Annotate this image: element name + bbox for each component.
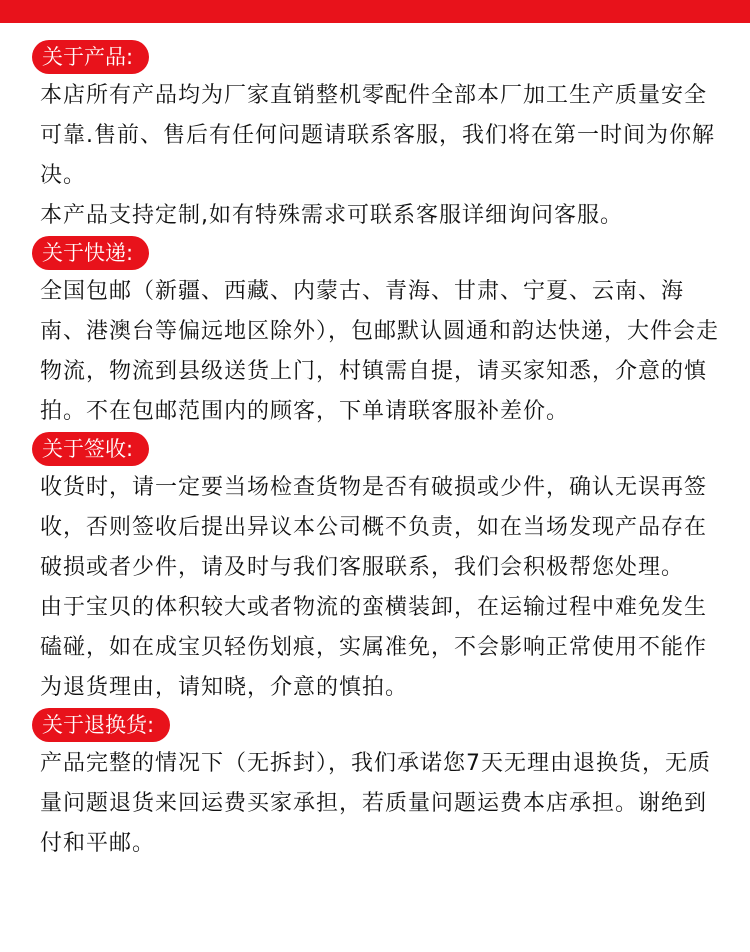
section-product	[40, 40, 720, 236]
returns-paragraph-1: 产品完整的情况下（无拆封），我们承诺您7天无理由退换货，无质量问题退货来回运费买家承担，若质量问题运费本店承担。谢绝到付和平邮。	[40, 751, 711, 856]
product-paragraph-1: 本店所有产品均为厂家直销整机零配件全部本厂加工生产质量安全可靠.售前、售后有任何问题请联系客服，我们将在第一时间为你解决。	[40, 83, 715, 188]
section-title-product: 关于产品:	[32, 40, 149, 74]
product-paragraph-2: 本产品支持定制,如有特殊需求可联系客服详细询问客服。	[40, 203, 623, 228]
section-title-returns: 关于退换货:	[32, 708, 170, 742]
section-returns	[40, 708, 720, 864]
section-shipping	[40, 236, 720, 432]
section-receipt	[40, 432, 720, 708]
shipping-paragraph-1: 全国包邮（新疆、西藏、内蒙古、青海、甘肃、宁夏、云南、海南、港澳台等偏远地区除外），包邮默认圆通和韵达快递，大件会走物流，物流到县级送货上门，村镇需自提，请买家知悉，介意的慎拍。不在包邮范围内的顾客，下单请联客服补差价。	[40, 279, 720, 424]
policy-document	[40, 40, 720, 864]
section-title-receipt: 关于签收:	[32, 432, 149, 466]
receipt-paragraph-2: 由于宝贝的体积较大或者物流的蛮横装卸，在运输过程中难免发生磕碰，如在成宝贝轻伤划痕，实属准免，不会影响正常使用不能作为退货理由，请知晓，介意的慎拍。	[40, 595, 708, 700]
section-title-shipping: 关于快递:	[32, 236, 149, 270]
top-red-bar	[0, 0, 750, 23]
receipt-paragraph-1: 收货时，请一定要当场检查货物是否有破损或少件，确认无误再签收，否则签收后提出异议本公司概不负责，如在当场发现产品存在破损或者少件，请及时与我们客服联系，我们会积极帮您处理。	[40, 475, 708, 580]
